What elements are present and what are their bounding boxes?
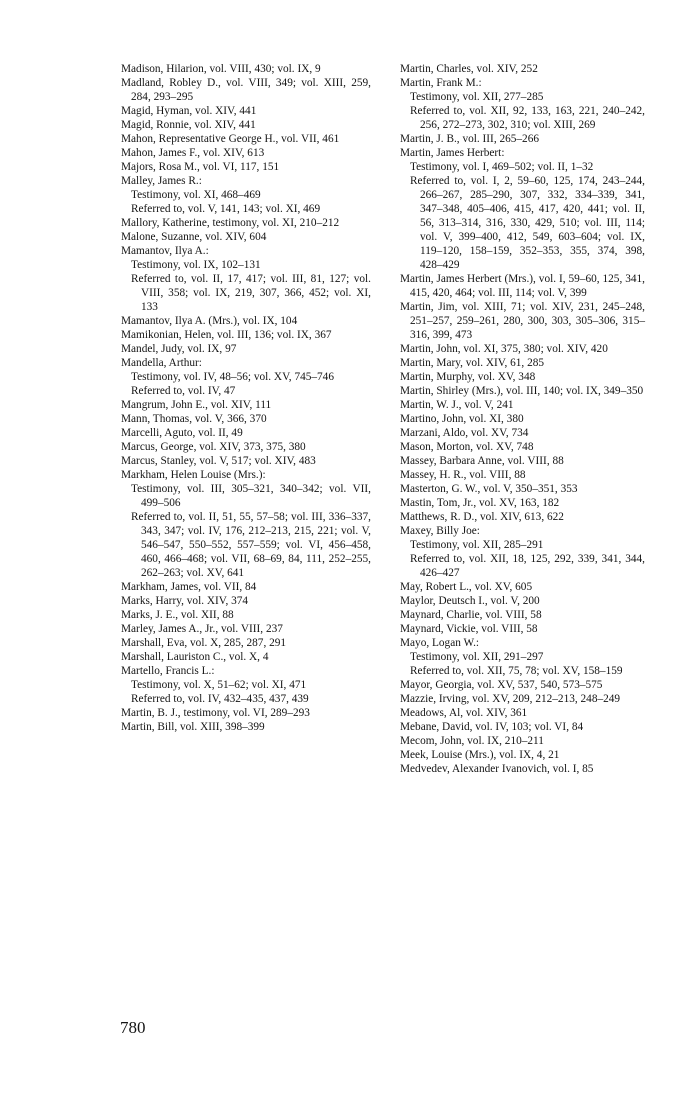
index-entry: Mann, Thomas, vol. V, 366, 370	[121, 413, 267, 425]
index-entry: Massey, H. R., vol. VIII, 88	[400, 469, 526, 481]
index-entry: Marcelli, Aguto, vol. II, 49	[121, 427, 243, 439]
index-subentry: Testimony, vol. III, 305–321, 340–342; vol. VII, 499–506	[131, 483, 371, 509]
index-entry: Mangrum, John E., vol. XIV, 111	[121, 399, 272, 411]
index-entry: Martin, Shirley (Mrs.), vol. III, 140; vol. IX, 349–350	[400, 385, 644, 397]
index-entry: Martin, James Herbert:	[400, 147, 505, 159]
index-subentry: Referred to, vol. XII, 92, 133, 163, 221, 240–242, 256, 272–273, 302, 310; vol. XIII, 269	[410, 105, 645, 131]
index-column-left	[121, 62, 371, 734]
index-entry: Mallory, Katherine, testimony, vol. XI, 210–212	[121, 217, 340, 229]
index-entry: Massey, Barbara Anne, vol. VIII, 88	[400, 455, 564, 467]
index-subentry: Referred to, vol. IV, 47	[131, 385, 236, 397]
index-column-right	[400, 62, 645, 776]
index-entry: Mastin, Tom, Jr., vol. XV, 163, 182	[400, 497, 560, 509]
index-entry: Mazzie, Irving, vol. XV, 209, 212–213, 248–249	[400, 693, 621, 705]
index-subentry: Testimony, vol. XI, 468–469	[131, 189, 261, 201]
index-entry: Malone, Suzanne, vol. XIV, 604	[121, 231, 267, 243]
index-entry: Martin, John, vol. XI, 375, 380; vol. XIV, 420	[400, 343, 608, 355]
index-entry: Magid, Ronnie, vol. XIV, 441	[121, 119, 256, 131]
index-entry: Meek, Louise (Mrs.), vol. IX, 4, 21	[400, 749, 560, 761]
index-entry: Mayor, Georgia, vol. XV, 537, 540, 573–575	[400, 679, 603, 691]
index-entry: Mayo, Logan W.:	[400, 637, 480, 649]
index-entry: Martello, Francis L.:	[121, 665, 215, 677]
index-entry: Mandel, Judy, vol. IX, 97	[121, 343, 237, 355]
index-subentry: Referred to, vol. XII, 75, 78; vol. XV, 158–159	[410, 665, 623, 677]
index-entry: Majors, Rosa M., vol. VI, 117, 151	[121, 161, 280, 173]
index-entry: Martino, John, vol. XI, 380	[400, 413, 524, 425]
index-entry: Martin, James Herbert (Mrs.), vol. I, 59–60, 125, 341, 415, 420, 464; vol. III, 114; vol. V, 399	[400, 273, 645, 299]
index-entry: Malley, James R.:	[121, 175, 202, 187]
index-subentry: Testimony, vol. IV, 48–56; vol. XV, 745–746	[131, 371, 334, 383]
index-entry: Marzani, Aldo, vol. XV, 734	[400, 427, 529, 439]
index-subentry: Testimony, vol. IX, 102–131	[131, 259, 261, 271]
index-entry: Medvedev, Alexander Ivanovich, vol. I, 85	[400, 763, 594, 775]
index-entry: Masterton, G. W., vol. V, 350–351, 353	[400, 483, 578, 495]
index-subentry: Testimony, vol. XII, 291–297	[410, 651, 544, 663]
index-entry: Madison, Hilarion, vol. VIII, 430; vol. IX, 9	[121, 63, 321, 75]
index-entry: Markham, James, vol. VII, 84	[121, 581, 257, 593]
index-subentry: Referred to, vol. XII, 18, 125, 292, 339, 341, 344, 426–427	[410, 553, 645, 579]
index-entry: Mason, Morton, vol. XV, 748	[400, 441, 534, 453]
index-entry: May, Robert L., vol. XV, 605	[400, 581, 533, 593]
index-entry: Martin, B. J., testimony, vol. VI, 289–293	[121, 707, 310, 719]
index-entry: Mahon, Representative George H., vol. VII, 461	[121, 133, 340, 145]
index-entry: Martin, Frank M.:	[400, 77, 482, 89]
index-entry: Mamikonian, Helen, vol. III, 136; vol. IX, 367	[121, 329, 332, 341]
index-entry: Maynard, Vickie, vol. VIII, 58	[400, 623, 538, 635]
index-subentry: Referred to, vol. II, 17, 417; vol. III, 81, 127; vol. VIII, 358; vol. IX, 219, 307, 366, 452; vol. XI, 133	[131, 273, 371, 313]
index-entry: Matthews, R. D., vol. XIV, 613, 622	[400, 511, 564, 523]
index-entry: Mahon, James F., vol. XIV, 613	[121, 147, 265, 159]
index-subentry: Testimony, vol. XII, 277–285	[410, 91, 544, 103]
index-entry: Martin, Charles, vol. XIV, 252	[400, 63, 538, 75]
index-entry: Marley, James A., Jr., vol. VIII, 237	[121, 623, 283, 635]
index-entry: Magid, Hyman, vol. XIV, 441	[121, 105, 257, 117]
index-subentry: Testimony, vol. XII, 285–291	[410, 539, 544, 551]
index-subentry: Testimony, vol. I, 469–502; vol. II, 1–32	[410, 161, 594, 173]
index-entry: Marshall, Lauriston C., vol. X, 4	[121, 651, 269, 663]
index-entry: Maylor, Deutsch I., vol. V, 200	[400, 595, 540, 607]
index-entry: Martin, J. B., vol. III, 265–266	[400, 133, 540, 145]
index-entry: Martin, Mary, vol. XIV, 61, 285	[400, 357, 545, 369]
index-entry: Martin, Bill, vol. XIII, 398–399	[121, 721, 265, 733]
index-entry: Marshall, Eva, vol. X, 285, 287, 291	[121, 637, 287, 649]
index-entry: Marcus, Stanley, vol. V, 517; vol. XIV, 483	[121, 455, 316, 467]
index-subentry: Referred to, vol. I, 2, 59–60, 125, 174, 243–244, 266–267, 285–290, 307, 332, 334–339, 341, 347–348, 405–406, 415, 417, 420, 441; vol. II, 56, 313–314, 316, 330, 429, 510; vol. III, 114; vol. V, 399–400, 412, 549, 603–604; vol. IX, 119–120, 158–159, 352–353, 355, 374, 398, 428–429	[410, 175, 645, 271]
page-number: 780	[120, 1018, 146, 1037]
index-entry: Marks, Harry, vol. XIV, 374	[121, 595, 249, 607]
index-entry: Mamantov, Ilya A.:	[121, 245, 209, 257]
index-entry: Mebane, David, vol. IV, 103; vol. VI, 84	[400, 721, 584, 733]
index-entry: Mandella, Arthur:	[121, 357, 202, 369]
index-entry: Martin, W. J., vol. V, 241	[400, 399, 514, 411]
index-entry: Marks, J. E., vol. XII, 88	[121, 609, 234, 621]
index-entry: Meadows, Al, vol. XIV, 361	[400, 707, 528, 719]
index-entry: Markham, Helen Louise (Mrs.):	[121, 469, 266, 481]
index-entry: Maxey, Billy Joe:	[400, 525, 480, 537]
index-subentry: Referred to, vol. IV, 432–435, 437, 439	[131, 693, 309, 705]
index-entry: Mamantov, Ilya A. (Mrs.), vol. IX, 104	[121, 315, 298, 327]
index-entry: Maynard, Charlie, vol. VIII, 58	[400, 609, 542, 621]
index-entry: Mecom, John, vol. IX, 210–211	[400, 735, 544, 747]
index-entry: Marcus, George, vol. XIV, 373, 375, 380	[121, 441, 306, 453]
index-entry: Madland, Robley D., vol. VIII, 349; vol. XIII, 259, 284, 293–295	[121, 77, 371, 103]
index-subentry: Referred to, vol. II, 51, 55, 57–58; vol. III, 336–337, 343, 347; vol. IV, 176, 212–213, 215, 221; vol. V, 546–547, 550–552, 557–559; vol. VI, 456–458, 460, 466–468; vol. VII, 68–69, 84, 111, 252–255, 262–263; vol. XV, 641	[131, 511, 371, 579]
index-entry: Martin, Jim, vol. XIII, 71; vol. XIV, 231, 245–248, 251–257, 259–261, 280, 300, 303, 305–306, 315–316, 399, 473	[400, 301, 645, 341]
index-subentry: Referred to, vol. V, 141, 143; vol. XI, 469	[131, 203, 321, 215]
index-subentry: Testimony, vol. X, 51–62; vol. XI, 471	[131, 679, 307, 691]
index-entry: Martin, Murphy, vol. XV, 348	[400, 371, 536, 383]
